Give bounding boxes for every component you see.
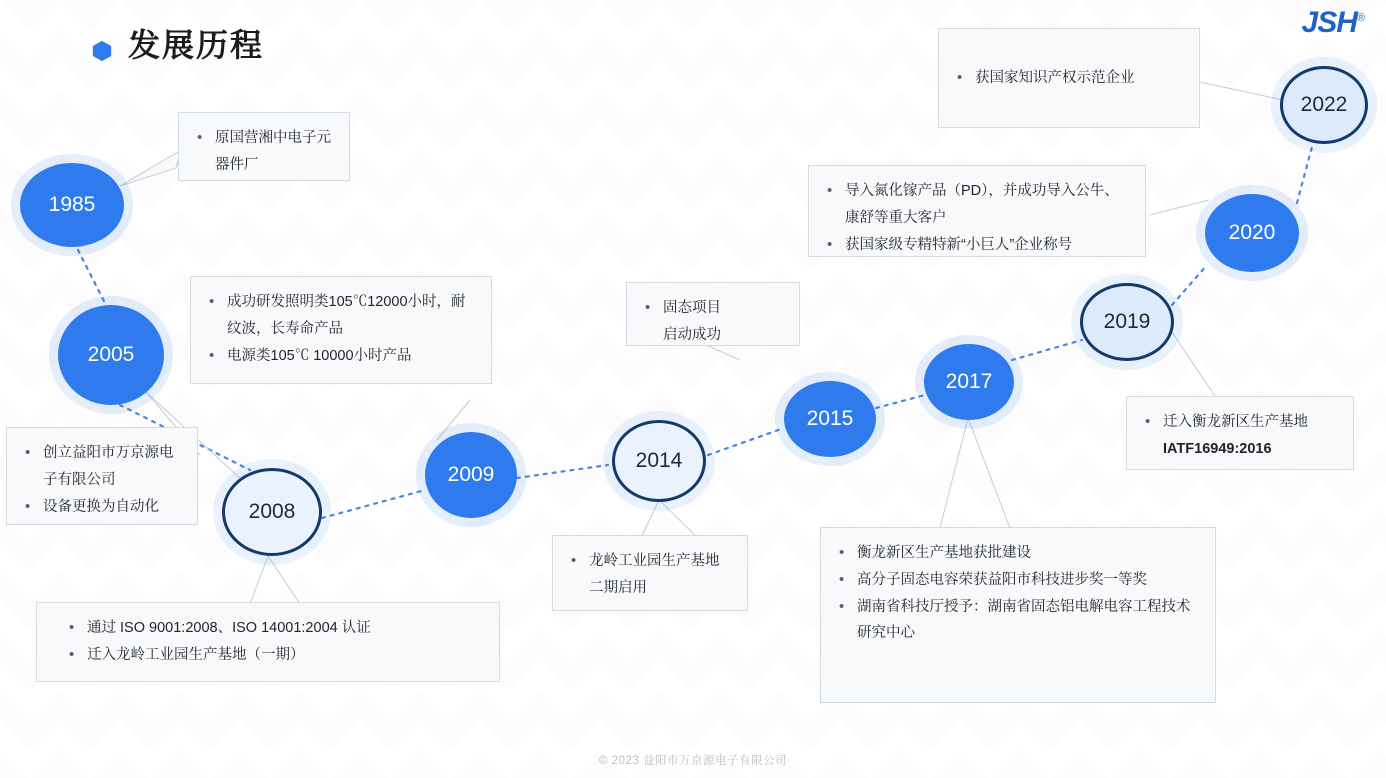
callout-2017 (820, 527, 1216, 703)
callout-item: • 获国家知识产权示范企业 (953, 65, 1185, 92)
callout-item: • 导入氮化镓产品（PD），并成功导入公牛、康舒等重大客户 (823, 178, 1131, 232)
timeline-node-2009[interactable] (425, 432, 517, 518)
callout-item: • 衡龙新区生产基地获批建设 (835, 540, 1201, 567)
callout-2008 (36, 602, 500, 682)
node-label: 2015 (806, 407, 854, 430)
node-label: 2009 (447, 463, 495, 486)
callout-item (1141, 409, 1339, 463)
callout-item: 启动成功 (663, 326, 721, 343)
logo-text: JSH (1301, 6, 1357, 39)
page-title: 发展历程 (128, 27, 265, 63)
callout-item: • 成功研发照明类105℃12000小时，耐纹波，长寿命产品 (205, 289, 477, 343)
node-label: 2008 (248, 500, 296, 523)
company-logo (1302, 6, 1364, 40)
timeline-node-2022[interactable] (1280, 66, 1368, 144)
callout-item: • 通过 ISO 9001:2008、ISO 14001:2004 认证 (65, 615, 485, 642)
callout-item: • 电源类105℃ 10000小时产品 (205, 343, 477, 370)
callout-2014-top (626, 282, 800, 346)
timeline-node-1985[interactable] (20, 163, 124, 247)
callout-item: • 原国营湘中电子元器件厂 (193, 125, 335, 179)
callout-2005-left (6, 427, 198, 525)
callout-2005-right (190, 276, 492, 384)
callout-2019 (1126, 396, 1354, 470)
timeline-node-2015[interactable] (784, 381, 876, 457)
callout-2014-bottom (552, 535, 748, 611)
callout-item: • 创立益阳市万京源电子有限公司 (21, 440, 183, 494)
callout-1985 (178, 112, 350, 181)
callout-item: • 高分子固态电容荣获益阳市科技进步奖一等奖 (835, 567, 1201, 594)
callout-2022 (938, 28, 1200, 128)
timeline-node-2019[interactable] (1080, 283, 1174, 361)
callout-item: • 龙岭工业园生产基地二期启用 (567, 548, 733, 602)
node-label: 2019 (1103, 310, 1151, 333)
node-label: 1985 (48, 193, 96, 216)
timeline-node-2017[interactable] (924, 344, 1014, 420)
node-label: 2020 (1228, 221, 1276, 244)
callout-item: • 获国家级专精特新“小巨人”企业称号 (823, 232, 1131, 259)
callout-2020 (808, 165, 1146, 257)
callout-item: • 湖南省科技厅授予：湖南省固态铝电解电容工程技术研究中心 (835, 594, 1201, 648)
callout-item: • 固态项目 (641, 295, 785, 322)
node-label: 2017 (945, 370, 993, 393)
timeline-node-2005[interactable] (58, 305, 164, 405)
callout-text: 迁入衡龙新区生产基地IATF16949:2016 (1163, 414, 1308, 457)
timeline-node-2008[interactable] (222, 468, 322, 556)
registered-mark: ® (1356, 12, 1364, 24)
callout-item: • 设备更换为自动化 (21, 494, 183, 521)
node-label: 2014 (635, 449, 683, 472)
callout-item: • 迁入龙岭工业园生产基地（一期） (65, 642, 485, 669)
timeline-node-2020[interactable] (1205, 194, 1299, 272)
node-label: 2005 (87, 343, 135, 366)
node-label: 2022 (1300, 93, 1348, 116)
timeline-node-2014[interactable] (612, 420, 706, 502)
footer-copyright: © 2023 益阳市万京源电子有限公司 (599, 755, 787, 767)
hexagon-bullet-icon (91, 40, 113, 62)
